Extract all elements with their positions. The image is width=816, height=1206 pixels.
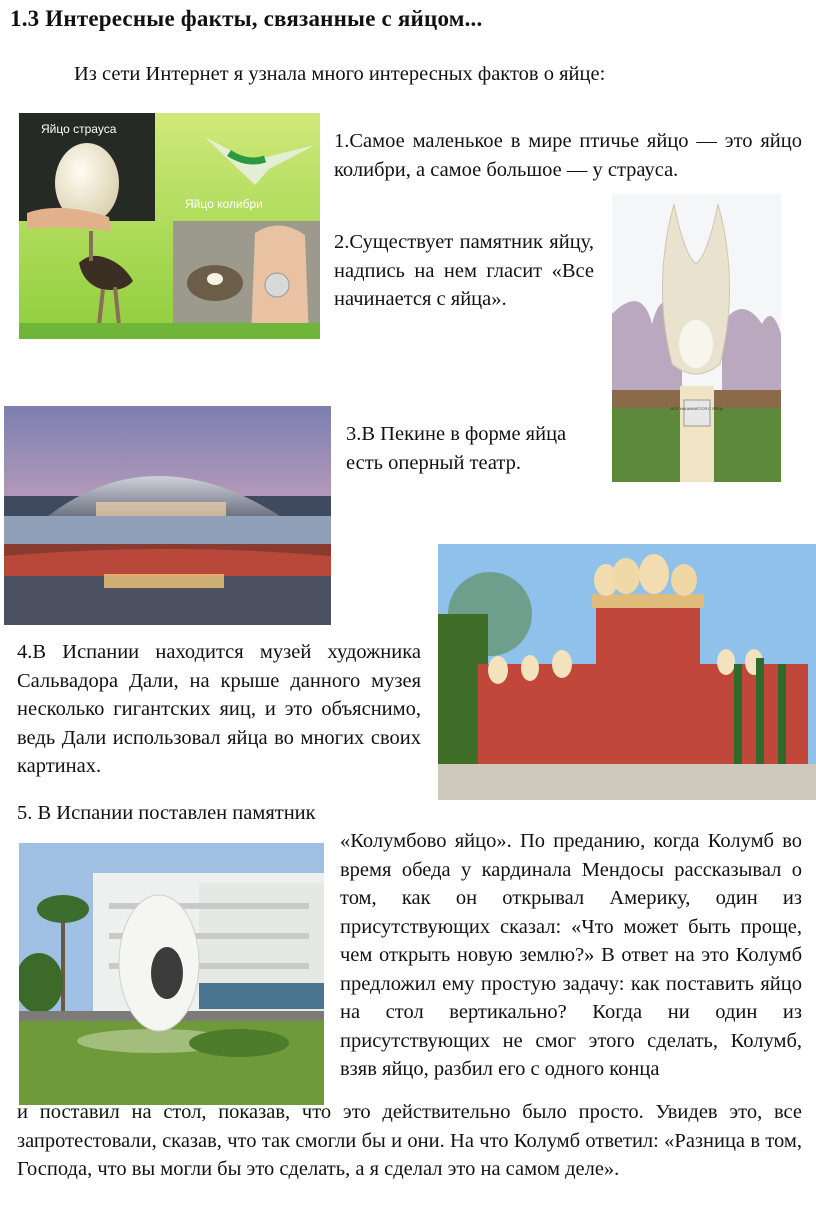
columbus-egg-image [19, 843, 324, 1105]
monument-plaque: ВСЕ НАЧИНАЕТСЯ С ЯЙЦА [670, 406, 724, 411]
fact-1: 1.Самое маленькое в мире птичье яйцо — это яйцо колибри, а самое большое — у страуса. [334, 130, 802, 181]
beijing-opera-image [4, 406, 331, 625]
fact-4: 4.В Испании находится музей художника Сальвадора Дали, на крыше данного музея несколько гигантских яиц, и это объяснимо, ведь Дали использовал яйца во многих своих картинах. [17, 641, 421, 777]
hummingbird-egg-label: Яйцо колибри [185, 197, 263, 211]
ostrich-hummingbird-eggs-image [19, 113, 320, 339]
dali-museum-image [438, 544, 816, 800]
intro-text: Из сети Интернет я узнала много интересных фактов о яйце: [74, 63, 606, 85]
fact-3: 3.В Пекине в форме яйца есть оперный театр. [346, 423, 567, 474]
fact-5-lead: 5. В Испании поставлен памятник [17, 802, 316, 824]
fact-5-side: «Колумбово яйцо». По преданию, когда Колумб во время обеда у кардинала Мендосы рассказывал о том, как он открывал Америку, один из присутствующих сказал: «Что может быть проще, чем открыть новую землю?» В ответ на это Колумб предложил ему простую задачу: как поставить яйцо на стол вертикально? Когда ни один из присутствующих не смог этого сделать, Колумб, взяв яйцо, разбил его с одного конца [340, 830, 802, 1080]
fact-5-full: и поставил на стол, показав, что это действительно было просто. Увидев это, все запротестовали, сказав, что так смогли бы и они. На что Колумб ответил: «Разница в том, Господа, что вы могли бы это сделать, а я сделал это на самом деле». [17, 1101, 802, 1180]
page-title: 1.3 Интересные факты, связанные с яйцом... [10, 6, 483, 31]
fact-2: 2.Существует памятник яйцу, надпись на нем гласит «Все начинается с яйца». [334, 231, 594, 310]
ostrich-egg-label: Яйцо страуса [41, 122, 117, 136]
egg-monument-image [612, 194, 781, 482]
